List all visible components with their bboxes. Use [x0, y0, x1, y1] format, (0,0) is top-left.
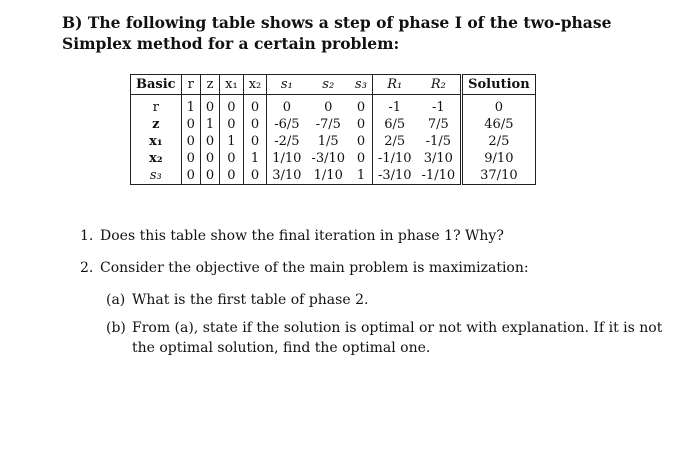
coefficient-cell: 2/5: [384, 134, 406, 149]
coefficient-cell: 0: [350, 116, 372, 133]
subquestion-b: [80, 318, 670, 358]
coefficient-cell: -3/10: [372, 167, 416, 185]
coefficient-cell: 0: [220, 95, 244, 117]
coefficient-cell: -1/10: [417, 167, 462, 185]
solution-cell: 0: [462, 95, 536, 117]
coefficient-cell: 0: [324, 100, 333, 115]
coefficient-cell: 0: [200, 133, 219, 150]
header-s3: s₃: [350, 75, 372, 95]
problem-heading: B) The following table shows a step of phase I of the two-phase Simplex method for a certain problem:: [62, 13, 612, 53]
table-row: [131, 150, 536, 167]
coefficient-cell: 0: [350, 150, 372, 167]
header-r1: R₁: [372, 75, 416, 95]
header-basic: Basic: [131, 75, 182, 95]
question-text: Consider the objective of the main problem is maximization:: [100, 260, 529, 276]
coefficient-cell: 0: [350, 133, 372, 150]
basic-variable-cell: r: [131, 95, 182, 117]
coefficient-cell: 1: [350, 167, 372, 185]
header-s2: s₂: [306, 75, 350, 95]
coefficient-cell: 1/5: [317, 134, 339, 149]
coefficient-cell: 0: [181, 150, 200, 167]
coefficient-cell: 0: [243, 133, 267, 150]
coefficient-cell: -3/10: [311, 151, 346, 166]
coefficient-cell: 3/10: [267, 167, 307, 185]
coefficient-cell: 0: [243, 95, 267, 117]
coefficient-cell: 0: [181, 116, 200, 133]
coefficient-cell: 1: [243, 150, 267, 167]
basic-variable-cell: x₂: [131, 150, 182, 167]
coefficient-cell: 3/10: [423, 151, 453, 166]
coefficient-cell: 0: [220, 150, 244, 167]
table-row: [131, 133, 536, 150]
header-s1: s₁: [267, 75, 307, 95]
basic-variable-cell: x₁: [131, 133, 182, 150]
coefficient-cell: 0: [350, 95, 372, 117]
subquestion-text: What is the first table of phase 2.: [132, 292, 369, 308]
coefficient-cell: 0: [282, 100, 291, 115]
subquestion-label: (b): [106, 320, 126, 336]
coefficient-cell: -6/5: [274, 117, 300, 132]
coefficient-cell: -1: [431, 100, 445, 115]
coefficient-cell: 0: [243, 167, 267, 185]
table-row: [131, 167, 536, 185]
table-row: [131, 116, 536, 133]
solution-cell: 2/5: [462, 133, 536, 150]
subquestion-label: (a): [106, 292, 126, 308]
coefficient-cell: 0: [181, 167, 200, 185]
header-z: z: [200, 75, 219, 95]
coefficient-cell: 0: [200, 150, 219, 167]
question-text: Does this table show the final iteration in phase 1? Why?: [100, 228, 504, 244]
coefficient-cell: 6/5: [384, 117, 406, 132]
coefficient-cell: 1: [220, 133, 244, 150]
subquestion-text: From (a), state if the solution is optimal or not with explanation. If it is not the optimal solution, find the optimal one.: [132, 320, 663, 356]
header-r: r: [181, 75, 200, 95]
table-header-row: [131, 75, 536, 95]
coefficient-cell: 0: [200, 167, 219, 185]
coefficient-cell: 1: [200, 116, 219, 133]
coefficient-cell: 0: [200, 95, 219, 117]
question-1: [80, 226, 670, 246]
subquestion-a: [80, 290, 670, 310]
coefficient-cell: -7/5: [315, 117, 341, 132]
table-row: [131, 95, 536, 117]
basic-variable-cell: z: [131, 116, 182, 133]
solution-cell: 46/5: [462, 116, 536, 133]
coefficient-cell: -1/10: [377, 151, 412, 166]
coefficient-cell: 0: [243, 116, 267, 133]
coefficient-cell: -2/5: [274, 134, 300, 149]
coefficient-cell: 1/10: [306, 167, 350, 185]
header-x1: x₁: [220, 75, 244, 95]
coefficient-cell: 7/5: [427, 117, 449, 132]
header-solution: Solution: [462, 75, 536, 95]
coefficient-cell: 0: [220, 167, 244, 185]
question-list: [80, 226, 670, 366]
coefficient-cell: -1: [388, 100, 402, 115]
coefficient-cell: 1: [181, 95, 200, 117]
solution-cell: 37/10: [462, 167, 536, 185]
question-2: [80, 258, 670, 278]
coefficient-cell: 0: [181, 133, 200, 150]
coefficient-cell: 0: [220, 116, 244, 133]
basic-variable-cell: s₃: [131, 167, 182, 185]
simplex-tableau: [130, 74, 536, 185]
question-number: 1.: [80, 228, 94, 244]
header-r2: R₂: [417, 75, 462, 95]
coefficient-cell: -1/5: [425, 134, 451, 149]
coefficient-cell: 1/10: [272, 151, 302, 166]
header-x2: x₂: [243, 75, 267, 95]
solution-cell: 9/10: [462, 150, 536, 167]
question-number: 2.: [80, 260, 94, 276]
